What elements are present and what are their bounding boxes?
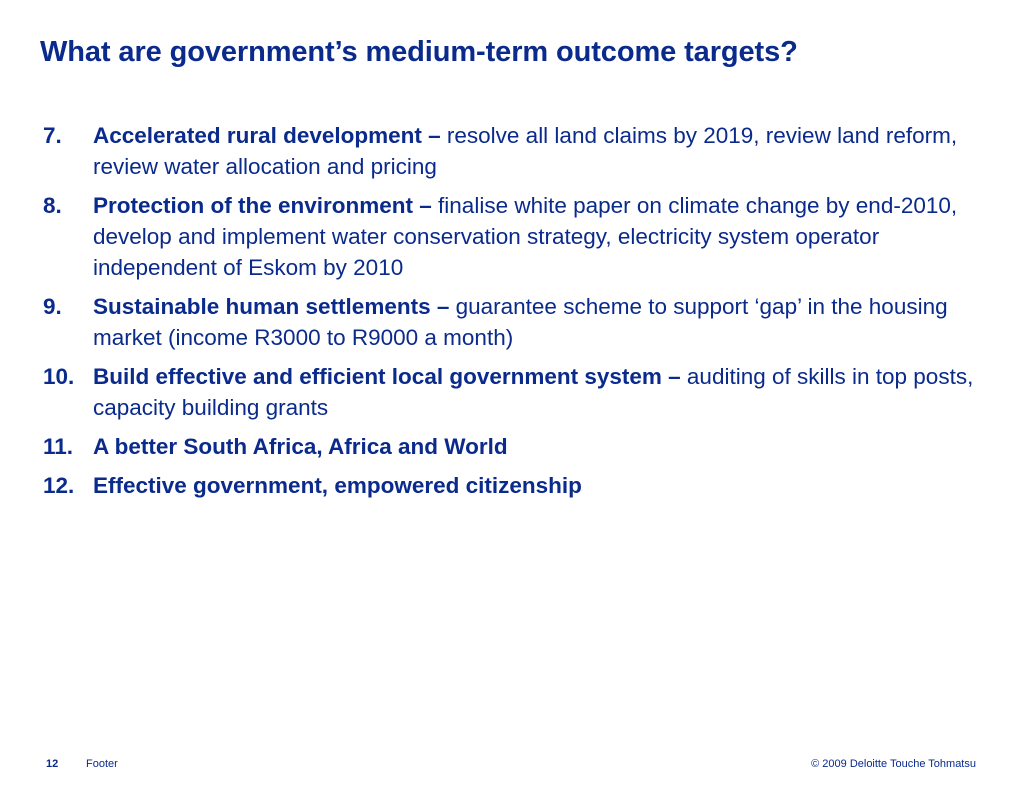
list-item-11 (43, 431, 983, 462)
outcome-target-list (43, 120, 983, 509)
list-item-9 (43, 291, 983, 353)
item-heading: Effective government, empowered citizenship (93, 473, 582, 498)
item-description: guarantee scheme to support ‘gap’ in the housing market (income R3000 to R9000 a month) (93, 294, 948, 350)
item-heading: Sustainable human settlements – (93, 294, 450, 319)
item-heading: Accelerated rural development – (93, 123, 441, 148)
list-item-8 (43, 190, 983, 283)
item-heading: Build effective and efficient local government system – (93, 364, 681, 389)
list-item-7 (43, 120, 983, 182)
page-number: 12 (46, 758, 59, 770)
item-number: 9. (43, 294, 62, 319)
item-number: 7. (43, 123, 62, 148)
item-description: auditing of skills in top posts, capacity building grants (93, 364, 974, 420)
list-item-10 (43, 361, 983, 423)
list-item-12 (43, 470, 983, 501)
item-number: 10. (43, 364, 75, 389)
footer-label: Footer (86, 758, 118, 770)
item-number: 8. (43, 193, 62, 218)
item-number: 11. (43, 434, 74, 459)
item-heading: A better South Africa, Africa and World (93, 434, 508, 459)
item-description: resolve all land claims by 2019, review land reform, review water allocation and pricing (93, 123, 958, 179)
item-heading: Protection of the environment – (93, 193, 432, 218)
item-description: finalise white paper on climate change by end-2010, develop and implement water conservation strategy, electricity system operator independent of Eskom by 2010 (93, 193, 958, 280)
item-number: 12. (43, 473, 75, 498)
copyright-notice: © 2009 Deloitte Touche Tohmatsu (811, 758, 976, 770)
slide-title: What are government’s medium-term outcome targets? (40, 36, 798, 68)
